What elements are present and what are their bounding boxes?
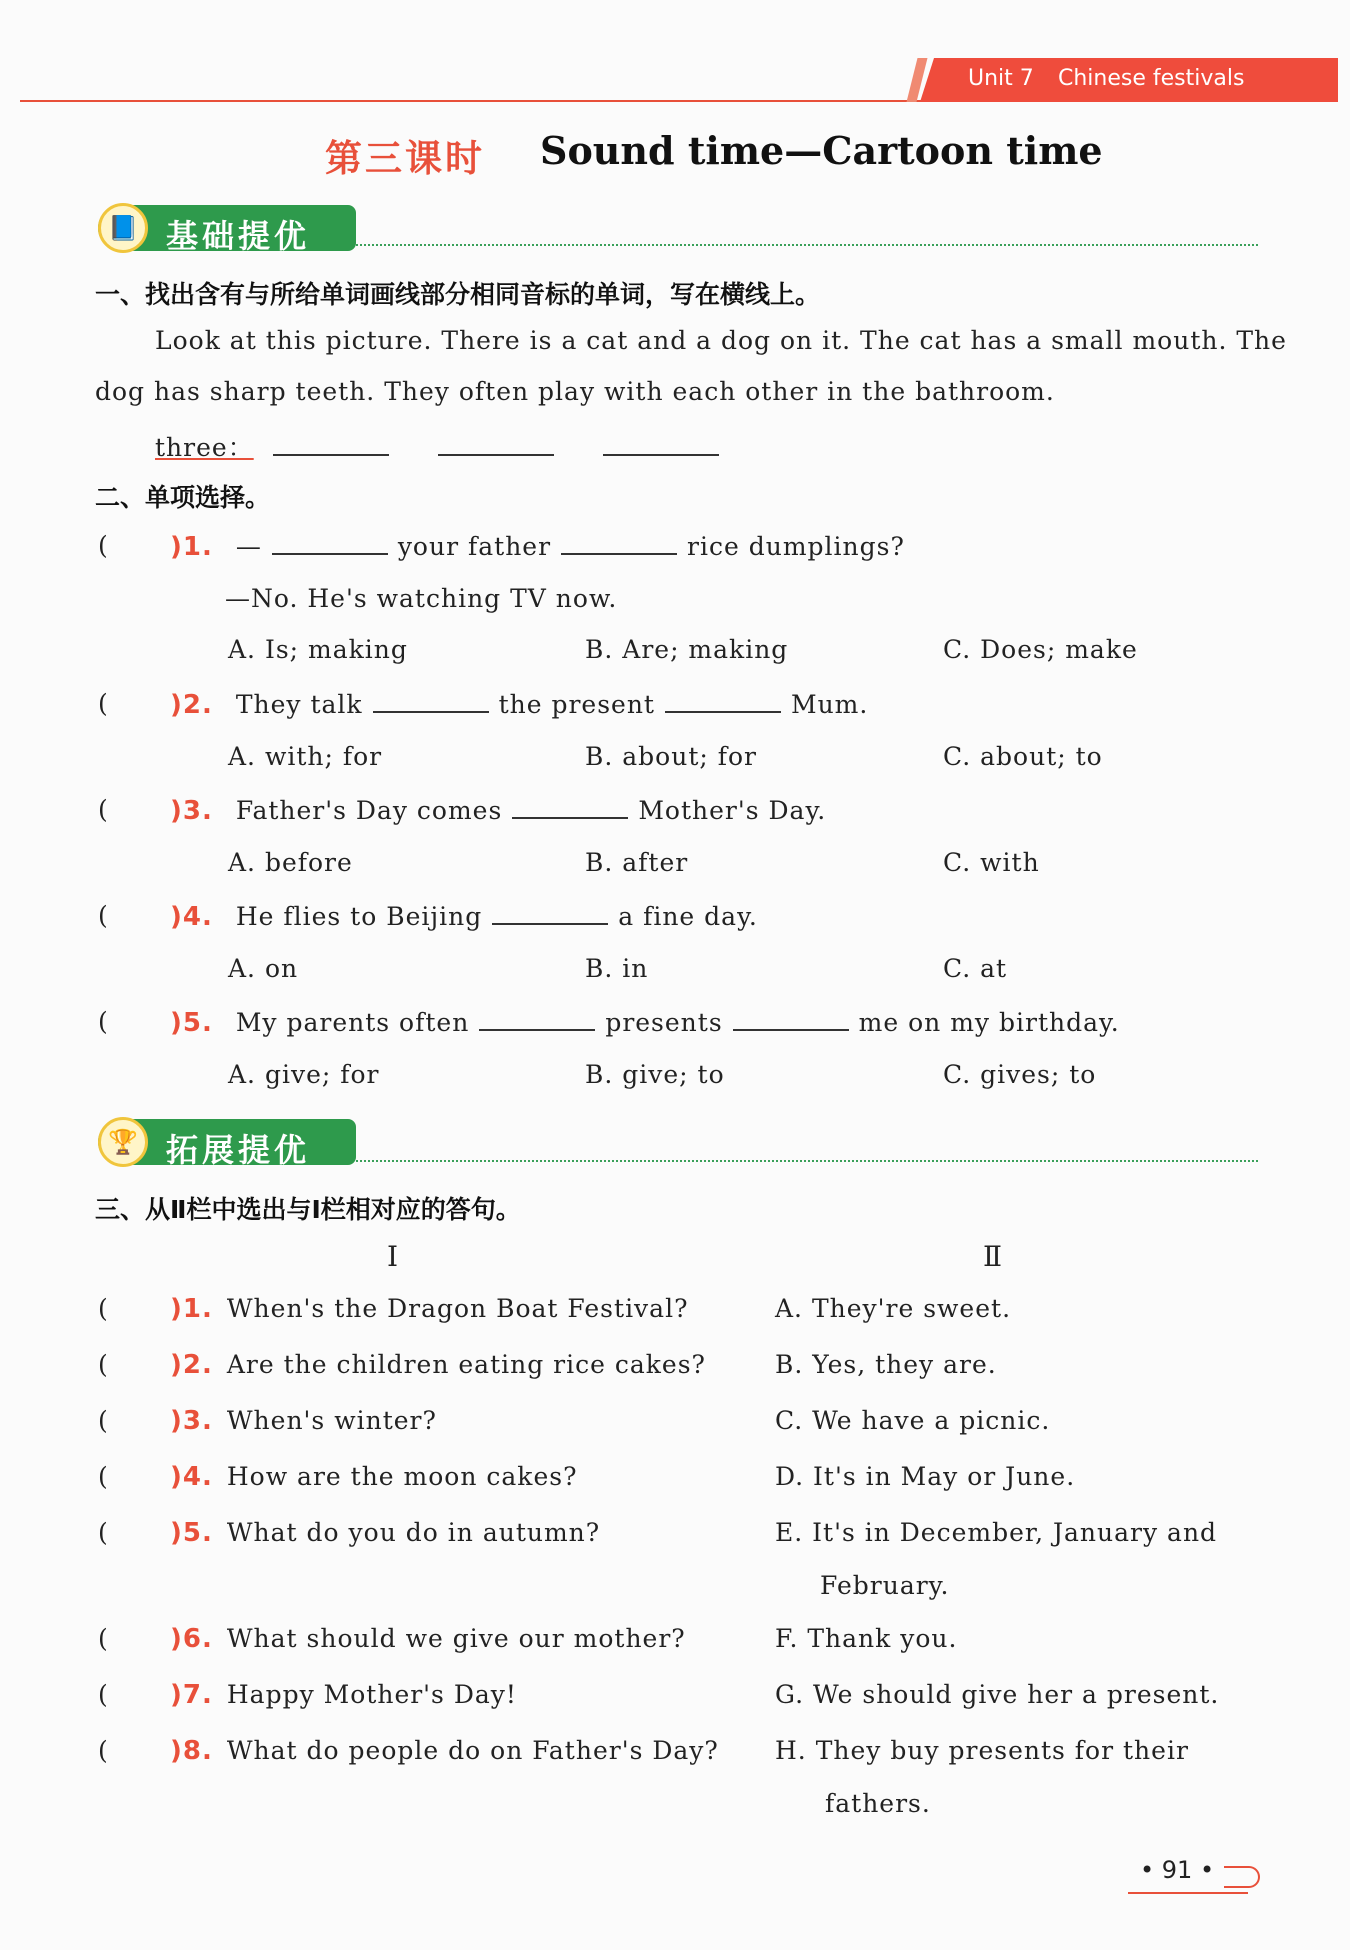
word-row — [155, 428, 729, 464]
match-question — [170, 1624, 686, 1654]
match-paren[interactable]: ( — [98, 1518, 109, 1547]
answer-blank-3[interactable] — [603, 432, 719, 456]
question-number: )7. — [170, 1680, 213, 1710]
answer-blank[interactable] — [512, 795, 628, 819]
book-icon: 📘 — [98, 203, 148, 253]
answer-option-continued: fathers. — [825, 1789, 931, 1818]
option[interactable]: B. Are; making — [585, 635, 789, 664]
answer-blank[interactable] — [665, 689, 781, 713]
match-question — [170, 1294, 689, 1324]
question-row — [98, 1007, 109, 1036]
answer-option: F. Thank you. — [775, 1624, 958, 1653]
answer-option: D. It's in May or June. — [775, 1462, 1076, 1491]
question-text: Mother's Day. — [638, 796, 827, 825]
answer-paren[interactable]: ( — [98, 901, 109, 930]
question-text: When's the Dragon Boat Festival? — [226, 1294, 689, 1323]
question-number: )4. — [170, 902, 213, 932]
match-question — [170, 1350, 706, 1380]
match-paren[interactable]: ( — [98, 1350, 109, 1379]
answer-paren[interactable]: ( — [98, 795, 109, 824]
question-1-reply: —No. He's watching TV now. — [225, 584, 618, 613]
question-text: My parents often — [235, 1008, 470, 1037]
section-banner-extended — [98, 1119, 356, 1169]
answer-paren[interactable]: ( — [98, 689, 109, 718]
question-text: presents — [605, 1008, 723, 1037]
page-number: • 91 • — [1140, 1856, 1215, 1884]
option[interactable]: C. about; to — [943, 742, 1103, 771]
question-text: Happy Mother's Day! — [226, 1680, 517, 1709]
question-text: rice dumplings? — [687, 532, 905, 561]
option[interactable]: B. in — [585, 954, 649, 983]
question-number: )8. — [170, 1736, 213, 1766]
question-row — [98, 901, 109, 930]
question-3 — [170, 795, 826, 826]
banner-label: 拓展提优 — [166, 1131, 311, 1169]
question-2 — [170, 689, 868, 720]
answer-blank-1[interactable] — [273, 432, 389, 456]
option[interactable]: A. give; for — [228, 1060, 380, 1089]
match-question — [170, 1736, 719, 1766]
match-paren[interactable]: ( — [98, 1294, 109, 1323]
answer-paren[interactable]: ( — [98, 531, 109, 560]
answer-blank[interactable] — [479, 1007, 595, 1031]
option[interactable]: A. on — [228, 954, 299, 983]
match-paren[interactable]: ( — [98, 1736, 109, 1765]
question-number: )2. — [170, 690, 213, 720]
option[interactable]: C. with — [943, 848, 1040, 877]
match-paren[interactable]: ( — [98, 1406, 109, 1435]
word-label: three： — [155, 433, 254, 462]
question-text: Are the children eating rice cakes? — [226, 1350, 706, 1379]
column-1-label: Ⅰ — [387, 1240, 399, 1273]
option[interactable]: A. before — [228, 848, 353, 877]
question-5 — [170, 1007, 1120, 1038]
option[interactable]: B. give; to — [585, 1060, 725, 1089]
answer-option: C. We have a picnic. — [775, 1406, 1051, 1435]
match-question — [170, 1518, 600, 1548]
question-row — [98, 689, 109, 718]
banner-rule — [356, 1160, 1258, 1162]
answer-option: E. It's in December, January and — [775, 1518, 1218, 1547]
question-text: What do people do on Father's Day? — [226, 1736, 719, 1765]
answer-blank[interactable] — [272, 531, 388, 555]
column-2-label: Ⅱ — [983, 1240, 1003, 1273]
page-arrow-icon — [1224, 1866, 1260, 1888]
section2-heading: 二、单项选择。 — [95, 483, 271, 512]
page-underline — [1128, 1892, 1248, 1894]
question-number: )3. — [170, 796, 213, 826]
question-text: What do you do in autumn? — [226, 1518, 601, 1547]
section-banner-basic — [98, 205, 356, 255]
question-4 — [170, 901, 758, 932]
answer-blank-2[interactable] — [438, 432, 554, 456]
section1-heading: 一、找出含有与所给单词画线部分相同音标的单词，写在横线上。 — [95, 280, 821, 309]
answer-option: H. They buy presents for their — [775, 1736, 1189, 1765]
question-text: Father's Day comes — [235, 796, 503, 825]
answer-paren[interactable]: ( — [98, 1007, 109, 1036]
question-text: a fine day. — [618, 902, 758, 931]
question-row — [98, 795, 109, 824]
question-number: )5. — [170, 1518, 213, 1548]
option[interactable]: C. Does; make — [943, 635, 1138, 664]
match-paren[interactable]: ( — [98, 1624, 109, 1653]
question-text: What should we give our mother? — [226, 1624, 686, 1653]
question-number: )1. — [170, 1294, 213, 1324]
option[interactable]: A. Is; making — [228, 635, 408, 664]
question-text: the present — [498, 690, 655, 719]
question-text: me on my birthday. — [858, 1008, 1120, 1037]
passage-line-1: Look at this picture. There is a cat and a dog on it. The cat has a small mouth. The — [155, 326, 1287, 355]
question-text: When's winter? — [226, 1406, 437, 1435]
answer-blank[interactable] — [492, 901, 608, 925]
question-number: )6. — [170, 1624, 213, 1654]
option[interactable]: B. about; for — [585, 742, 757, 771]
match-question — [170, 1680, 517, 1710]
lesson-title-en: Sound time—Cartoon time — [540, 128, 1103, 173]
question-text: your father — [397, 532, 552, 561]
answer-option: A. They're sweet. — [775, 1294, 1012, 1323]
question-number: )4. — [170, 1462, 213, 1492]
question-text: Mum. — [790, 690, 869, 719]
question-number: )3. — [170, 1406, 213, 1436]
question-text: They talk — [235, 690, 363, 719]
question-text: He flies to Beijing — [235, 902, 483, 931]
lesson-title-cn: 第三课时 — [325, 136, 485, 180]
answer-option: B. Yes, they are. — [775, 1350, 997, 1379]
match-paren[interactable]: ( — [98, 1680, 109, 1709]
banner-label: 基础提优 — [166, 217, 311, 255]
answer-blank[interactable] — [373, 689, 489, 713]
question-text: — — [235, 532, 262, 561]
match-question — [170, 1462, 577, 1492]
option[interactable]: B. after — [585, 848, 689, 877]
banner-rule — [356, 244, 1258, 246]
trophy-icon: 🏆 — [98, 1117, 148, 1167]
match-paren[interactable]: ( — [98, 1462, 109, 1491]
answer-option-continued: February. — [820, 1571, 950, 1600]
question-number: )1. — [170, 532, 213, 562]
answer-option: G. We should give her a present. — [775, 1680, 1220, 1709]
question-1 — [170, 531, 905, 562]
answer-blank[interactable] — [561, 531, 677, 555]
option[interactable]: C. at — [943, 954, 1008, 983]
answer-blank[interactable] — [733, 1007, 849, 1031]
option[interactable]: C. gives; to — [943, 1060, 1097, 1089]
section3-heading: 三、从Ⅱ栏中选出与Ⅰ栏相对应的答句。 — [95, 1195, 521, 1224]
question-row — [98, 531, 109, 560]
option[interactable]: A. with; for — [228, 742, 383, 771]
question-number: )5. — [170, 1008, 213, 1038]
question-number: )2. — [170, 1350, 213, 1380]
question-text: How are the moon cakes? — [226, 1462, 578, 1491]
passage-line-2: dog has sharp teeth. They often play with each other in the bathroom. — [95, 377, 1055, 406]
header-unit: Unit 7 — [968, 66, 1034, 91]
header-topic: Chinese festivals — [1058, 66, 1245, 91]
match-question — [170, 1406, 437, 1436]
